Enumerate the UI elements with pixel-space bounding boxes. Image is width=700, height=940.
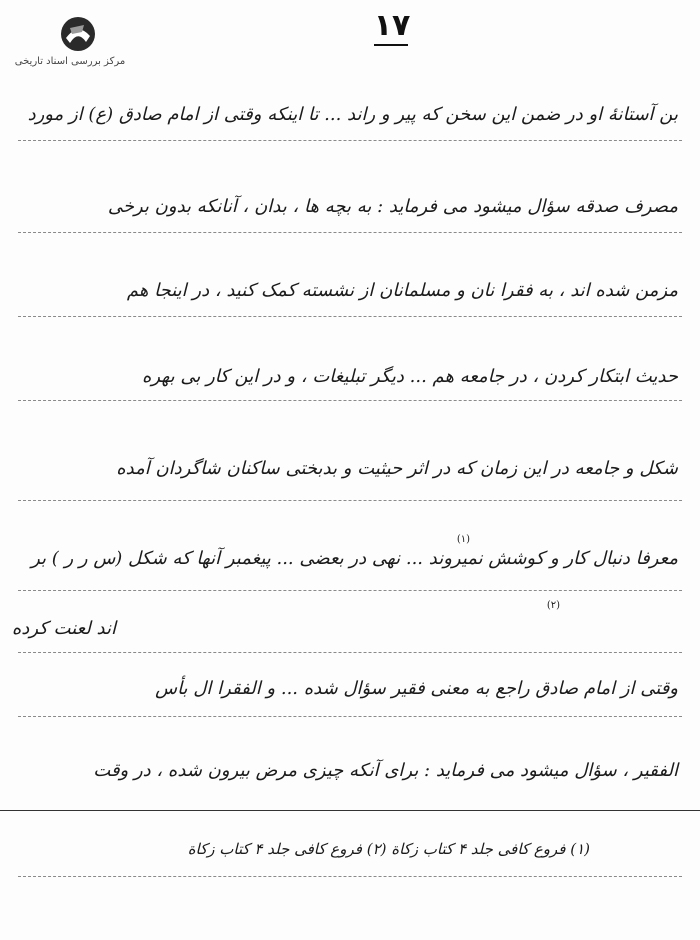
ruled-line xyxy=(18,500,682,501)
text-line-6: معرفا دنبال کار و کوشش نمیروند ... نهی در بعضی ... پیغمبر آنها که شکل (س ر ر ) بر xyxy=(31,548,678,569)
ruled-line xyxy=(18,876,682,877)
archive-emblem-icon xyxy=(56,16,100,52)
page-number: ۱۷ xyxy=(373,8,411,43)
ruled-line xyxy=(18,316,682,317)
ruled-line xyxy=(18,716,682,717)
archive-logo-text: مرکز بررسی اسناد تاریخی xyxy=(14,56,126,67)
ruled-line xyxy=(18,400,682,401)
note-marker-1: (۱) xyxy=(456,534,470,545)
text-line-9: الفقیر ، سؤال میشود می فرماید : برای آنکه چیزی مرض بیرون شده ، در وقت xyxy=(93,760,678,781)
text-line-1: بن آستانهٔ او در ضمن این سخن که پیر و راند ... تا اینکه وقتی از امام صادق (ع) از مورد xyxy=(27,104,678,125)
page-number-underline xyxy=(374,44,408,46)
text-line-8: وقتی از امام صادق راجع به معنی فقیر سؤال شده ... و الفقرا ال بأس xyxy=(155,678,678,699)
text-line-5: شکل و جامعه در این زمان که در اثر حیثیت و بدبختی ساکنان شاگردان آمده xyxy=(116,458,678,479)
text-line-3: مزمن شده اند ، به فقرا نان و مسلمانان از نشسته کمک کنید ، در اینجا هم xyxy=(126,280,678,301)
text-line-2: مصرف صدقه سؤال میشود می فرماید : به بچه ها ، بدان ، آنانکه بدون برخی xyxy=(107,196,678,217)
footnotes: (۱) فروع کافی جلد ۴ کتاب زکاة (۲) فروع کافی جلد ۴ کتاب زکاة xyxy=(187,840,590,858)
ruled-line xyxy=(18,590,682,591)
text-line-7: اند لعنت کرده xyxy=(11,618,116,639)
text-line-4: حدیث ابتکار کردن ، در جامعه هم ... دیگر تبلیغات ، و در این کار بی بهره xyxy=(141,366,678,387)
note-marker-2: (۲) xyxy=(546,600,560,611)
footnote-separator xyxy=(0,810,700,811)
ruled-line xyxy=(18,232,682,233)
ruled-line xyxy=(18,140,682,141)
ruled-line xyxy=(18,652,682,653)
archive-logo xyxy=(10,16,130,72)
